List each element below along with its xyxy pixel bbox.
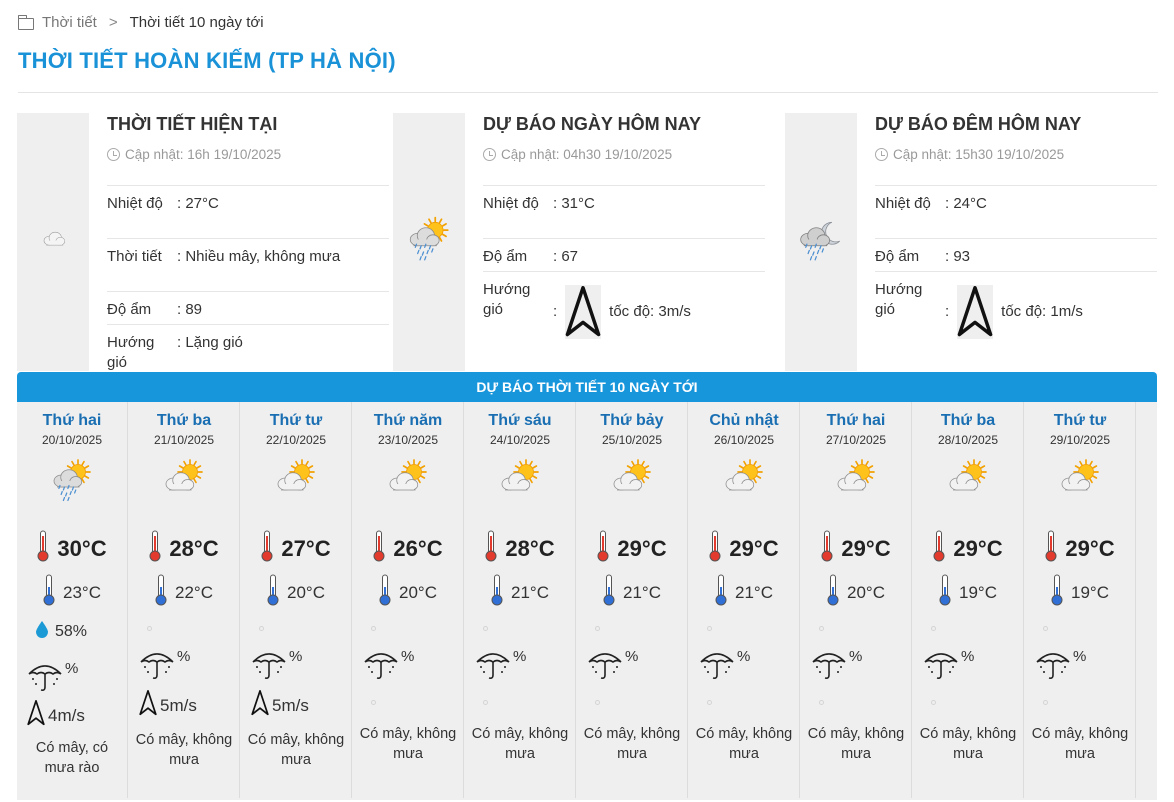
temp-low: 21°C [735,582,773,602]
day-date: 20/10/2025 [41,433,103,447]
umbrella-icon [363,648,399,684]
wind-arrow-icon [27,700,45,731]
moon-cloud-rain-icon [796,215,846,270]
thermometer-high-icon [821,530,833,568]
forecast-day [465,402,576,798]
precip-amount: % [401,648,415,665]
weather-description: Có mây, không mưa [807,726,905,762]
umbrella-icon [587,648,623,684]
rain-probability: 58% [55,622,88,640]
sun-cloud-icon [272,457,320,510]
breadcrumb-separator: > [108,14,118,31]
updated-time: Cập nhật: 15h30 19/10/2025 [893,147,1065,162]
info-value: : 27°C [177,195,219,212]
info-label: Nhiệt độ [875,195,931,212]
temp-high: 29°C [729,536,779,561]
sun-cloud-icon [160,457,208,510]
sun-cloud-rain-icon [48,457,96,510]
thermometer-high-icon [485,530,497,568]
day-date: 28/10/2025 [937,433,999,447]
empty-marker-icon [483,700,488,705]
info-value: : 31°C [553,195,595,212]
forecast-day [913,402,1024,798]
info-label: Độ ẩm [107,301,152,318]
sun-cloud-icon [1056,457,1104,510]
temp-low: 20°C [399,582,437,602]
empty-marker-icon [483,626,488,631]
temp-low: 19°C [959,582,997,602]
info-row [483,238,765,271]
info-row [875,238,1157,271]
forecast-day [129,402,240,798]
forecast-day [689,402,800,798]
temp-low: 20°C [847,582,885,602]
empty-marker-icon [707,626,712,631]
weather-icon-panel [785,113,857,371]
precip-amount: % [625,648,639,665]
thermometer-low-icon [827,574,839,611]
weather-description: Có mây, không mưa [1031,726,1129,762]
weather-description: Có mây, có mưa rào [35,740,109,776]
temp-low: 23°C [63,582,101,602]
day-name: Thứ năm [373,412,443,429]
info-colon: : [945,302,950,320]
forecast-day [1025,402,1136,798]
weather-description: Có mây, không mưa [583,726,681,762]
cloudy-icon [35,222,71,263]
temp-high: 28°C [169,536,219,561]
day-name: Thứ tư [269,412,323,429]
precip-amount: % [65,660,79,677]
card-title: THỜI TIẾT HIỆN TẠI [107,114,278,134]
day-date: 29/10/2025 [1049,433,1111,447]
info-value: : Nhiều mây, không mưa [177,248,341,265]
breadcrumb-current: Thời tiết 10 ngày tới [129,14,264,31]
breadcrumb [18,14,264,31]
weather-icon-panel [393,113,465,371]
temp-high: 26°C [393,536,443,561]
sun-cloud-icon [720,457,768,510]
day-name: Thứ ba [940,412,996,429]
day-name: Thứ bảy [600,412,664,429]
forecast-day [353,402,464,798]
temp-high: 30°C [57,536,107,561]
sun-cloud-icon [496,457,544,510]
sun-cloud-icon [944,457,992,510]
info-row [875,185,1157,238]
card-title: DỰ BÁO NGÀY HÔM NAY [483,114,701,134]
info-label: Nhiệt độ [107,195,163,212]
empty-marker-icon [819,626,824,631]
umbrella-icon [139,648,175,684]
empty-marker-icon [1043,626,1048,631]
updated-time: Cập nhật: 16h 19/10/2025 [125,147,282,162]
day-date: 27/10/2025 [825,433,887,447]
thermometer-low-icon [155,574,167,611]
empty-marker-icon [371,626,376,631]
umbrella-icon [811,648,847,684]
temp-high: 28°C [505,536,555,561]
weather-description: Có mây, không mưa [359,726,457,762]
precip-amount: % [849,648,863,665]
temp-high: 27°C [281,536,331,561]
empty-marker-icon [1043,700,1048,705]
thermometer-high-icon [261,530,273,568]
info-label: Hướng gió [483,281,531,318]
wind-arrow-icon [139,690,157,721]
page-title: THỜI TIẾT HOÀN KIẾM (TP HÀ NỘI) [18,48,396,73]
folder-icon [18,18,34,30]
info-value: : 89 [177,301,203,318]
umbrella-icon [699,648,735,684]
sun-cloud-icon [608,457,656,510]
thermometer-low-icon [43,574,55,611]
weather-description: Có mây, không mưa [135,732,233,768]
info-label: Độ ẩm [875,248,920,265]
empty-marker-icon [371,700,376,705]
info-label: Nhiệt độ [483,195,539,212]
forecast-day [241,402,352,798]
thermometer-high-icon [373,530,385,568]
thermometer-low-icon [379,574,391,611]
thermometer-high-icon [709,530,721,568]
temp-low: 20°C [287,582,325,602]
empty-marker-icon [259,626,264,631]
info-row [107,238,389,291]
weather-description: Có mây, không mưa [919,726,1017,762]
day-date: 21/10/2025 [153,433,215,447]
umbrella-icon [27,660,63,696]
day-date: 25/10/2025 [601,433,663,447]
card-title: DỰ BÁO ĐÊM HÔM NAY [875,114,1082,134]
weather-description: Có mây, không mưa [247,732,345,768]
weather-description: Có mây, không mưa [695,726,793,762]
umbrella-icon [1035,648,1071,684]
temp-low: 21°C [623,582,661,602]
clock-icon [107,148,120,161]
info-value: : 67 [553,248,579,265]
clock-icon [483,148,496,161]
temp-high: 29°C [953,536,1003,561]
umbrella-icon [475,648,511,684]
sun-cloud-icon [384,457,432,510]
day-name: Chủ nhật [709,412,779,429]
empty-marker-icon [595,700,600,705]
precip-amount: % [513,648,527,665]
info-label: Thời tiết [107,248,162,265]
wind-row [875,271,1157,343]
temp-high: 29°C [617,536,667,561]
precip-amount: % [737,648,751,665]
info-row [483,185,765,238]
today-forecast-card [393,113,765,371]
wind-speed: tốc độ: 1m/s [1001,302,1083,320]
empty-marker-icon [147,626,152,631]
forecast-day [17,402,128,798]
info-label: Hướng gió [875,281,923,318]
temp-low: 19°C [1071,582,1109,602]
thermometer-high-icon [37,530,49,568]
empty-marker-icon [595,626,600,631]
day-name: Thứ sáu [488,412,552,429]
umbrella-icon [923,648,959,684]
thermometer-low-icon [603,574,615,611]
weather-icon-panel [17,113,89,371]
tonight-forecast-card [785,113,1157,371]
empty-marker-icon [707,700,712,705]
forecast-10-day-header: DỰ BÁO THỜI TIẾT 10 NGÀY TỚI [17,372,1157,402]
thermometer-low-icon [491,574,503,611]
forecast-10-day-panel [17,402,1157,800]
temp-low: 22°C [175,582,213,602]
info-label: Độ ẩm [483,248,528,265]
day-name: Thứ ba [156,412,212,429]
day-date: 22/10/2025 [265,433,327,447]
divider [18,92,1158,93]
info-value: : 24°C [945,195,987,212]
temp-high: 29°C [841,536,891,561]
precip-amount: % [177,648,191,665]
updated-time: Cập nhật: 04h30 19/10/2025 [501,147,673,162]
precip-amount: % [1073,648,1087,665]
forecast-day [577,402,688,798]
info-colon: : [553,302,558,320]
info-row [107,291,389,324]
info-label: Hướng gió [107,334,155,371]
day-name: Thứ hai [826,412,886,429]
wind-speed: 5m/s [272,695,309,715]
thermometer-low-icon [1051,574,1063,611]
wind-direction-arrow-icon [565,285,601,339]
current-weather-card [17,113,389,371]
day-name: Thứ hai [42,412,102,429]
empty-marker-icon [819,700,824,705]
sun-cloud-rain-icon [404,215,454,270]
day-name: Thứ tư [1053,412,1107,429]
wind-speed: 5m/s [160,695,197,715]
wind-direction-arrow-icon [957,285,993,339]
info-row [107,185,389,238]
wind-speed: tốc độ: 3m/s [609,302,691,320]
sun-cloud-icon [832,457,880,510]
thermometer-high-icon [1045,530,1057,568]
humidity-drop-icon [35,620,49,643]
info-value: : Lặng gió [177,334,243,351]
weather-description: Có mây, không mưa [471,726,569,762]
empty-marker-icon [931,626,936,631]
umbrella-icon [251,648,287,684]
temp-high: 29°C [1065,536,1115,561]
thermometer-low-icon [939,574,951,611]
precip-amount: % [289,648,303,665]
breadcrumb-home-link[interactable]: Thời tiết [42,14,97,31]
thermometer-high-icon [597,530,609,568]
day-date: 24/10/2025 [489,433,551,447]
forecast-day [801,402,912,798]
thermometer-low-icon [267,574,279,611]
thermometer-high-icon [933,530,945,568]
info-value: : 93 [945,248,971,265]
wind-speed: 4m/s [48,705,85,725]
wind-arrow-icon [251,690,269,721]
thermometer-low-icon [715,574,727,611]
empty-marker-icon [931,700,936,705]
precip-amount: % [961,648,975,665]
temp-low: 21°C [511,582,549,602]
thermometer-high-icon [149,530,161,568]
day-date: 26/10/2025 [713,433,775,447]
day-date: 23/10/2025 [377,433,439,447]
clock-icon [875,148,888,161]
wind-row [483,271,765,343]
info-row [107,324,389,377]
